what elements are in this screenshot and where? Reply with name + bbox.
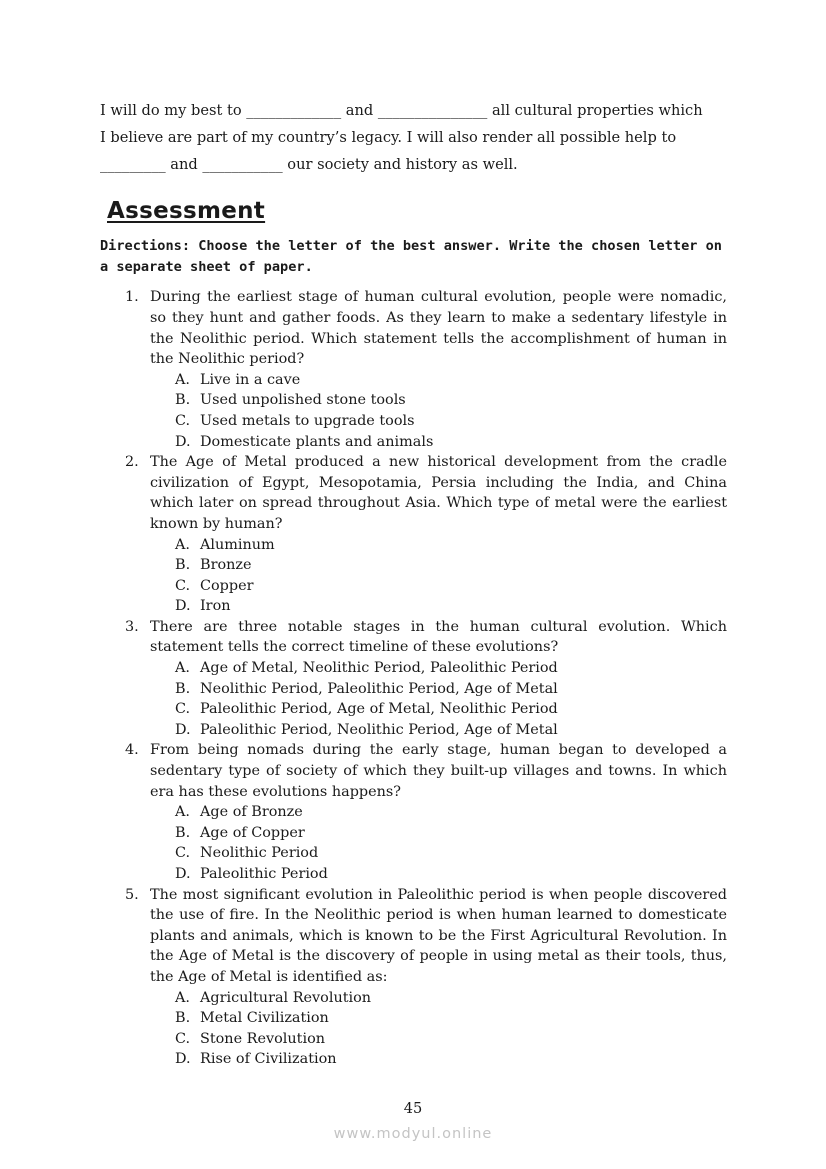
choice-a — [175, 658, 727, 679]
choice-letter: D. — [175, 433, 191, 450]
choice-d — [175, 596, 727, 617]
choice-letter: C. — [175, 701, 191, 718]
choice-letter: C. — [175, 845, 191, 862]
choice-list — [150, 535, 727, 617]
choice-d — [175, 864, 727, 885]
page-number: 45 — [403, 1100, 423, 1117]
question-text: The Age of Metal produced a new historical development from the cradle civilization of Egypt, Mesopotamia, Persia including the India, and China which later on spread throughout Asia. Which type of metal were the earliest known by human? — [150, 454, 727, 532]
question-list — [100, 287, 727, 1070]
choice-a — [175, 535, 727, 556]
choice-text: Copper — [200, 577, 254, 594]
watermark-text: www.modyul.online — [333, 1126, 493, 1142]
choice-text: Bronze — [200, 557, 252, 574]
choice-letter: D. — [175, 866, 191, 883]
choice-text: Age of Copper — [200, 824, 305, 841]
choice-letter: D. — [175, 598, 191, 615]
question-text: From being nomads during the early stage, human began to developed a sedentary type of society of which they built-up villages and towns. In which era has these evolutions happens? — [150, 742, 727, 800]
pledge-paragraph — [100, 98, 727, 178]
choice-text: Paleolithic Period — [200, 866, 328, 883]
document-page — [100, 98, 727, 1070]
question-2 — [100, 452, 727, 617]
choice-list — [150, 988, 727, 1070]
choice-letter: A. — [175, 804, 190, 821]
choice-text: Neolithic Period, Paleolithic Period, Age of Metal — [200, 680, 558, 697]
choice-letter: C. — [175, 577, 191, 594]
choice-list — [150, 802, 727, 884]
question-5 — [100, 885, 727, 1070]
choice-letter: D. — [175, 1051, 191, 1068]
choice-c — [175, 411, 727, 432]
choice-c — [175, 576, 727, 597]
choice-letter: B. — [175, 824, 191, 841]
choice-text: Aluminum — [200, 536, 275, 553]
choice-text: Paleolithic Period, Age of Metal, Neolithic Period — [200, 701, 558, 718]
question-number: 4. — [125, 742, 139, 759]
choice-text: Age of Metal, Neolithic Period, Paleolithic Period — [200, 660, 558, 677]
choice-letter: A. — [175, 660, 190, 677]
choice-text: Metal Civilization — [200, 1010, 329, 1027]
question-text: There are three notable stages in the human cultural evolution. Which statement tells the correct timeline of these evolutions? — [150, 618, 727, 656]
choice-b — [175, 555, 727, 576]
directions-text: Directions: Choose the letter of the best answer. Write the chosen letter on a separate sheet of paper. — [100, 238, 722, 276]
choice-c — [175, 843, 727, 864]
choice-text: Paleolithic Period, Neolithic Period, Age of Metal — [200, 721, 558, 738]
choice-text: Agricultural Revolution — [200, 989, 372, 1006]
choice-letter: B. — [175, 392, 191, 409]
question-1 — [100, 287, 727, 452]
pledge-line-1: I will do my best to _____________ and _______________ all cultural properties which — [100, 102, 703, 119]
choice-b — [175, 1008, 727, 1029]
choice-text: Neolithic Period — [200, 845, 319, 862]
choice-a — [175, 370, 727, 391]
choice-letter: B. — [175, 680, 191, 697]
question-number: 3. — [125, 618, 139, 635]
choice-text: Age of Bronze — [200, 804, 303, 821]
choice-text: Domesticate plants and animals — [200, 433, 434, 450]
choice-c — [175, 1029, 727, 1050]
question-number: 5. — [125, 886, 139, 903]
assessment-heading: Assessment — [107, 198, 266, 225]
choice-text: Stone Revolution — [200, 1030, 325, 1047]
choice-letter: A. — [175, 371, 190, 388]
choice-c — [175, 699, 727, 720]
pledge-line-3: _________ and ___________ our society and history as well. — [100, 155, 518, 173]
choice-text: Used unpolished stone tools — [200, 392, 406, 409]
choice-a — [175, 988, 727, 1009]
choice-letter: A. — [175, 536, 190, 553]
choice-b — [175, 823, 727, 844]
choice-list — [150, 370, 727, 452]
choice-text: Iron — [200, 598, 231, 615]
choice-text: Rise of Civilization — [200, 1051, 337, 1068]
pledge-line-2: I believe are part of my country’s legacy. I will also render all possible help to — [100, 128, 677, 146]
choice-letter: D. — [175, 721, 191, 738]
choice-d — [175, 432, 727, 453]
choice-list — [150, 658, 727, 740]
choice-text: Used metals to upgrade tools — [200, 412, 415, 429]
question-text: During the earliest stage of human cultural evolution, people were nomadic, so they hunt and gather foods. As they learn to make a sedentary lifestyle in the Neolithic period. Which statement tells the accomplishment of human in the Neolithic period? — [150, 289, 727, 368]
choice-letter: C. — [175, 412, 191, 429]
choice-text: Live in a cave — [200, 371, 301, 388]
choice-d — [175, 720, 727, 741]
question-3 — [100, 617, 727, 741]
choice-letter: B. — [175, 557, 191, 574]
choice-b — [175, 679, 727, 700]
choice-letter: B. — [175, 1010, 191, 1027]
choice-d — [175, 1049, 727, 1070]
choice-letter: A. — [175, 989, 190, 1006]
question-number: 1. — [125, 289, 139, 306]
choice-b — [175, 390, 727, 411]
question-text: The most significant evolution in Paleolithic period is when people discovered the use of fire. In the Neolithic period is when human learned to domesticate plants and animals, which is known to be the First Agricultural Revolution. In the Age of Metal is the discovery of people in using metal as their tools, thus, the Age of Metal is identified as: — [150, 886, 727, 985]
choice-a — [175, 802, 727, 823]
question-4 — [100, 740, 727, 884]
choice-letter: C. — [175, 1030, 191, 1047]
question-number: 2. — [125, 454, 139, 471]
